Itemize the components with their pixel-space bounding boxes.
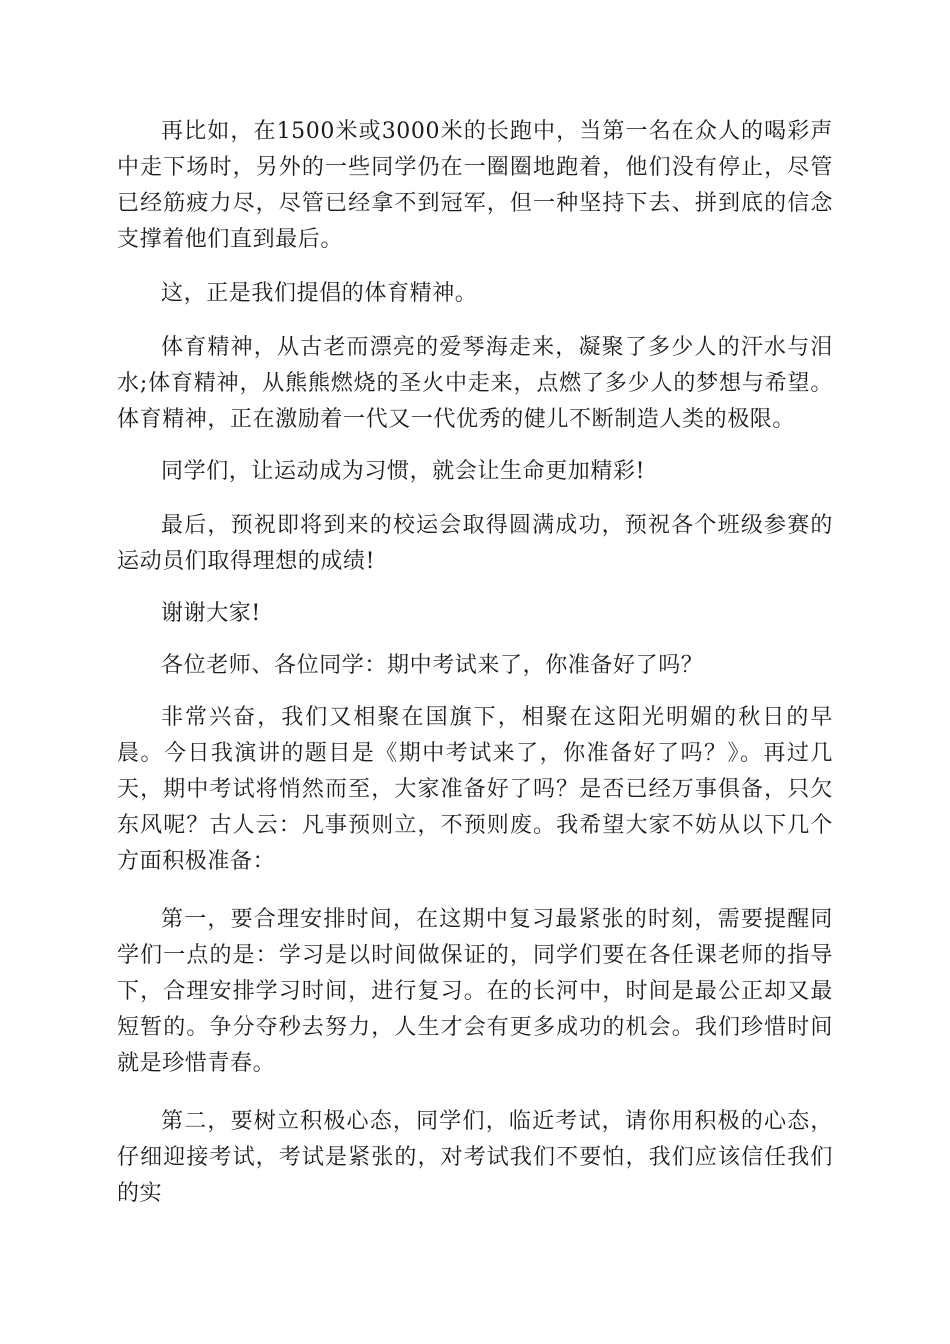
document-body: [117, 114, 833, 1212]
paragraph-sports-spirit-statement: 这，正是我们提倡的体育精神。: [161, 281, 478, 306]
paragraph-sports-spirit: 体育精神，从古老而漂亮的爱琴海走来，凝聚了多少人的汗水与泪水;体育精神，从熊熊燃烧的圣火中走来，点燃了多少人的梦想与希望。体育精神，正在激励着一代又一代优秀的健儿不断制造人类的极限。: [117, 335, 833, 432]
paragraph-speech-greeting: 各位老师、各位同学：期中考试来了，你准备好了吗？: [161, 653, 704, 678]
paragraph-speech-intro: 非常兴奋，我们又相聚在国旗下，相聚在这阳光明媚的秋日的早晨。今日我演讲的题目是《期中考试来了，你准备好了吗？》。再过几天，期中考试将悄然而至，大家准备好了吗？是否已经万事俱备，只欠东风呢？古人云：凡事预则立，不预则废。我希望大家不妨从以下几个方面积极准备：: [117, 705, 833, 874]
paragraph-exercise-habit: 同学们，让运动成为习惯，就会让生命更加精彩!: [161, 459, 646, 484]
paragraph-point-two: 第二，要树立积极心态，同学们，临近考试，请你用积极的心态，仔细迎接考试，考试是紧张的，对考试我们不要怕，我们应该信任我们的实: [117, 1109, 833, 1206]
paragraph-thanks: 谢谢大家!: [161, 601, 261, 626]
paragraph-point-one: 第一，要合理安排时间，在这期中复习最紧张的时刻，需要提醒同学们一点的是：学习是以时间做保证的，同学们要在各任课老师的指导下，合理安排学习时间，进行复习。在的长河中，时间是最公正却又最短暂的。争分夺秒去努力，人生才会有更多成功的机会。我们珍惜时间就是珍惜青春。: [117, 907, 833, 1076]
paragraph-long-distance-race: 再比如，在1500米或3000米的长跑中，当第一名在众人的喝彩声中走下场时，另外的一些同学仍在一圈圈地跑着，他们没有停止，尽管已经筋疲力尽，尽管已经拿不到冠军，但一种坚持下去、拼到底的信念支撑着他们直到最后。: [117, 119, 833, 252]
paragraph-best-wishes: 最后，预祝即将到来的校运会取得圆满成功，预祝各个班级参赛的运动员们取得理想的成绩!: [117, 513, 833, 574]
